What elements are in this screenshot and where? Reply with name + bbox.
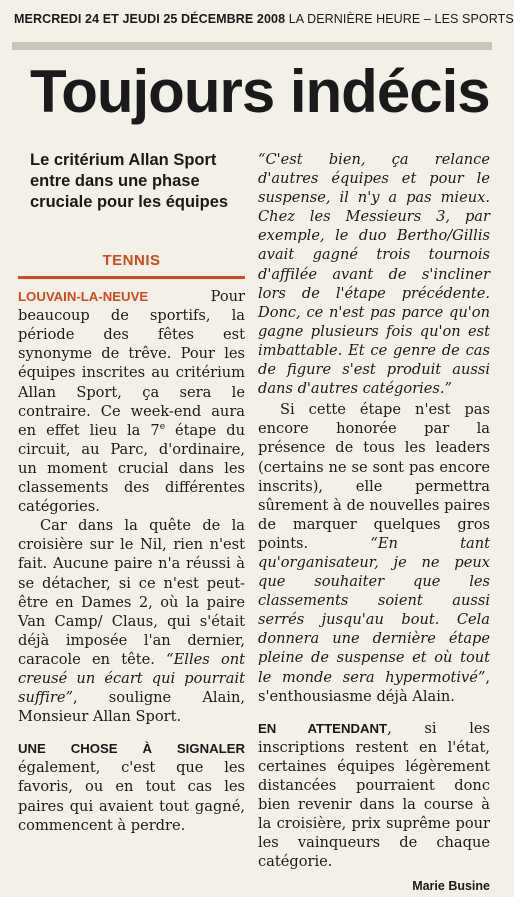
rubric-rule: [18, 276, 245, 279]
dateline: LOUVAIN-LA-NEUVE: [18, 289, 149, 305]
paragraph-2-quote: “Elles ont creusé un écart qui pourrait suffire”: [18, 650, 245, 707]
paragraph-1-end: étape du circuit, au Parc, d'ordinaire, un moment crucial dans les classements des différentes catégories.: [18, 421, 245, 516]
paragraph-2-text: Car dans la quête de la croisière sur le Nil, rien n'est fait. Aucune paire n'a réussi à se détacher, si ce n'est peut-être en Dames 2, où la paire Van Camp/ Claus, qui s'était déjà imposée l'an dernier, caracole en tête.: [18, 517, 245, 668]
paragraph-5-text: , si les inscriptions restent en l'état, certaines équipes légèrement distancées pourraient donc bien revenir dans la course à la croisière, prix suprême pour les vainqueurs de chaque catégorie.: [258, 719, 490, 871]
author-byline: Marie Busine: [412, 879, 490, 894]
paragraph-2-end: , souligne Alain, Monsieur Allan Sport.: [18, 689, 245, 726]
article-subhead: Le critérium Allan Sport entre dans une phase cruciale pour les équipes: [30, 151, 229, 211]
paragraph-3-quote: “C'est bien, ça relance d'autres équipes et pour le suspense, il n'y a pas mieux. Chez les Messieurs 3, par exemple, le duo Bertho/Gillis avait gagné trois tournois d'affilée avant de s'incliner lors de l'étape précédente. Donc, ce n'est pas parce qu'on gagne plusieurs fois qu'on est imbattable. Et ce genre de cas de figure s'est produit aussi dans d'autres catégories.”: [258, 151, 490, 398]
article-column-left: [18, 150, 245, 835]
paragraph-3-quote-block: [258, 150, 490, 398]
paragraph-1-text: Pour beaucoup de sportifs, la période des fêtes est synonyme de trêve. Pour les équipes inscrites au critérium Allan Sport, ça sera le contraire. Ce week-end aura en effet lieu la 7: [18, 288, 245, 439]
ordinal-suffix: e: [159, 421, 166, 432]
paragraph-3-text: également, c'est que les favoris, ou en tout cas les paires qui avaient tout gagné, commencent à perdre.: [18, 759, 245, 834]
section-rubric: TENNIS: [102, 252, 161, 269]
paragraph-5: [258, 719, 490, 872]
paragraph-1: [18, 287, 245, 516]
paragraph-4-end: , s'enthousiasme déjà Alain.: [258, 668, 490, 705]
page-header: [14, 12, 514, 26]
paragraph-3-start: [18, 739, 245, 834]
article-headline: Toujours indécis: [30, 58, 490, 125]
kicker-2: EN ATTENDANT: [258, 720, 388, 736]
paragraph-2: [18, 516, 245, 726]
paragraph-4: [258, 400, 490, 706]
paragraph-4-text: Si cette étape n'est pas encore honorée par la présence de tous les leaders (certains ne se sont pas encore inscrits), elle permettra sûrement à de nouvelles paires de marquer quelques gros points.: [258, 401, 490, 552]
header-date: MERCREDI 24 ET JEUDI 25 DÉCEMBRE 2008: [14, 12, 286, 26]
header-publication: LA DERNIÈRE HEURE – LES SPORTS: [288, 12, 514, 26]
header-rule: [12, 42, 492, 50]
article-column-right: [258, 150, 490, 897]
paragraph-4-quote: “En tant qu'organisateur, je ne peux que souhaiter que les classements soient aussi serrés jusqu'au bout. Cela donnera une dernière étape pleine de suspense et où tout le monde sera hypermotivé”: [258, 534, 490, 686]
kicker-1: UNE CHOSE À SIGNALER: [18, 741, 245, 757]
